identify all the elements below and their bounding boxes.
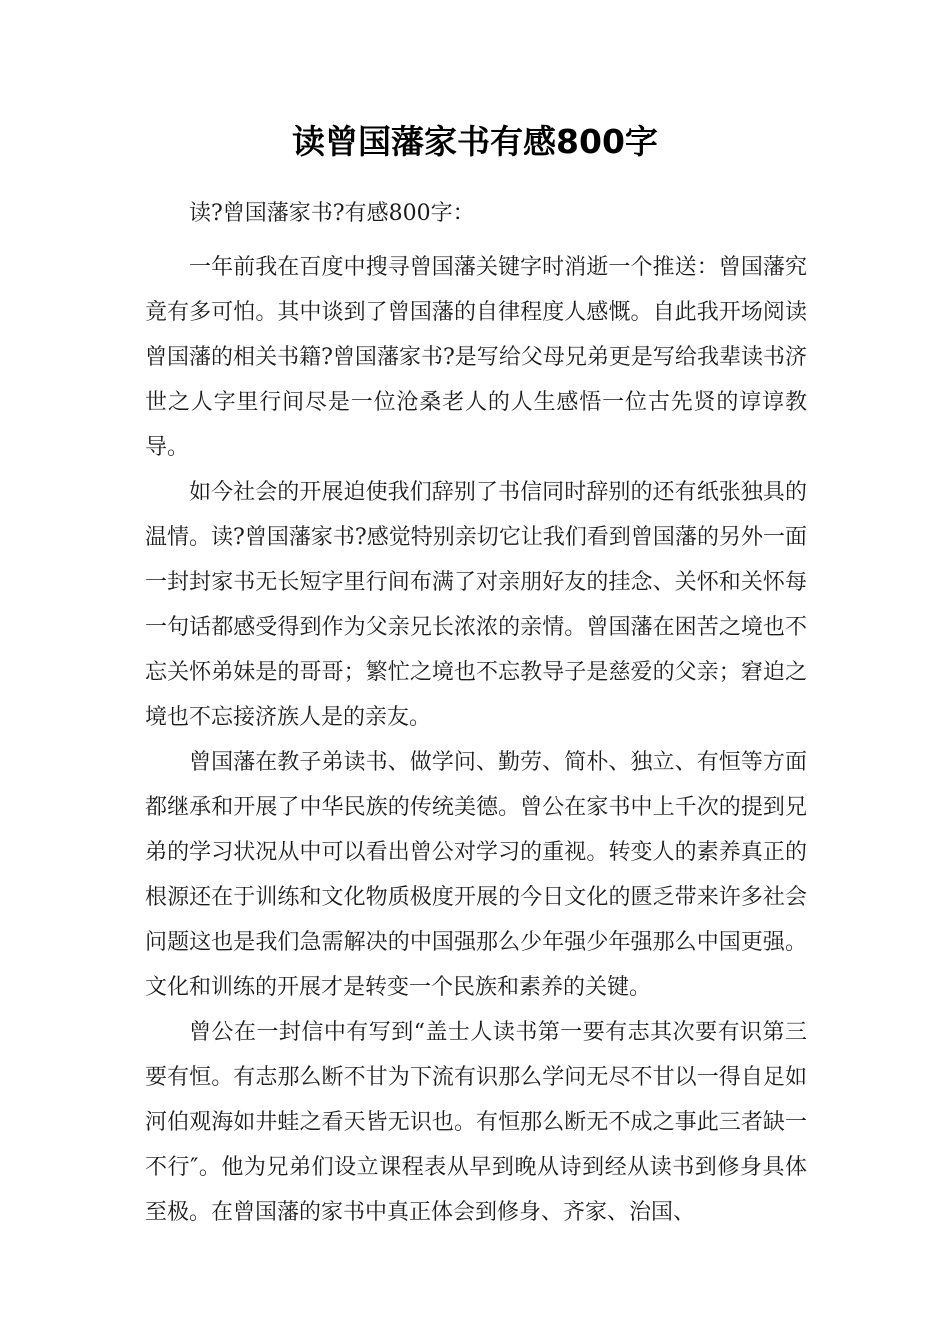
paragraph: 曾国藩在教子弟读书、做学问、勤劳、简朴、独立、有恒等方面都继承和开展了中华民族的传统美德。曾公在家书中上千次的提到兄弟的学习状况从中可以看出曾公对学习的重视。转变人的素养真正的根源还在于训练和文化物质极度开展的今日文化的匮乏带来许多社会问题这也是我们急需解决的中国强那么少年强少年强那么中国更强。文化和训练的开展才是转变一个民族和素养的关键。 [145,750,807,1000]
paragraph: 如今社会的开展迫使我们辞别了书信同时辞别的还有纸张独具的温情。读?曾国藩家书?感觉特别亲切它让我们看到曾国藩的另外一面一封封家书无长短字里行间布满了对亲朋好友的挂念、关怀和关怀每一句话都感受得到作为父亲兄长浓浓的亲情。曾国藩在困苦之境也不忘关怀弟妹是的哥哥；繁忙之境也不忘教导子是慈爱的父亲；窘迫之境也不忘接济族人是的亲友。 [145,480,807,730]
paragraph: 一年前我在百度中搜寻曾国藩关键字时消逝一个推送：曾国藩究竟有多可怕。其中谈到了曾国藩的自律程度人感慨。自此我开场阅读曾国藩的相关书籍?曾国藩家书?是写给父母兄弟更是写给我辈读书济世之人字里行间尽是一位沧桑老人的人生感悟一位古先贤的谆谆教导。 [145,255,807,460]
paragraph: 曾公在一封信中有写到“盖士人读书第一要有志其次要有识第三要有恒。有志那么断不甘为下流有识那么学问无尽不甘以一得自足如河伯观海如井蛙之看天皆无识也。有恒那么断无不成之事此三者缺一不行″。他为兄弟们设立课程表从早到晚从诗到经从读书到修身具体至极。在曾国藩的家书中真正体会到修身、齐家、治国、 [145,1020,807,1225]
document-title: 读曾国藩家书有感800字 [292,122,658,161]
intro-paragraph: 读?曾国藩家书?有感800字： [189,201,475,226]
document-body [145,191,807,1235]
